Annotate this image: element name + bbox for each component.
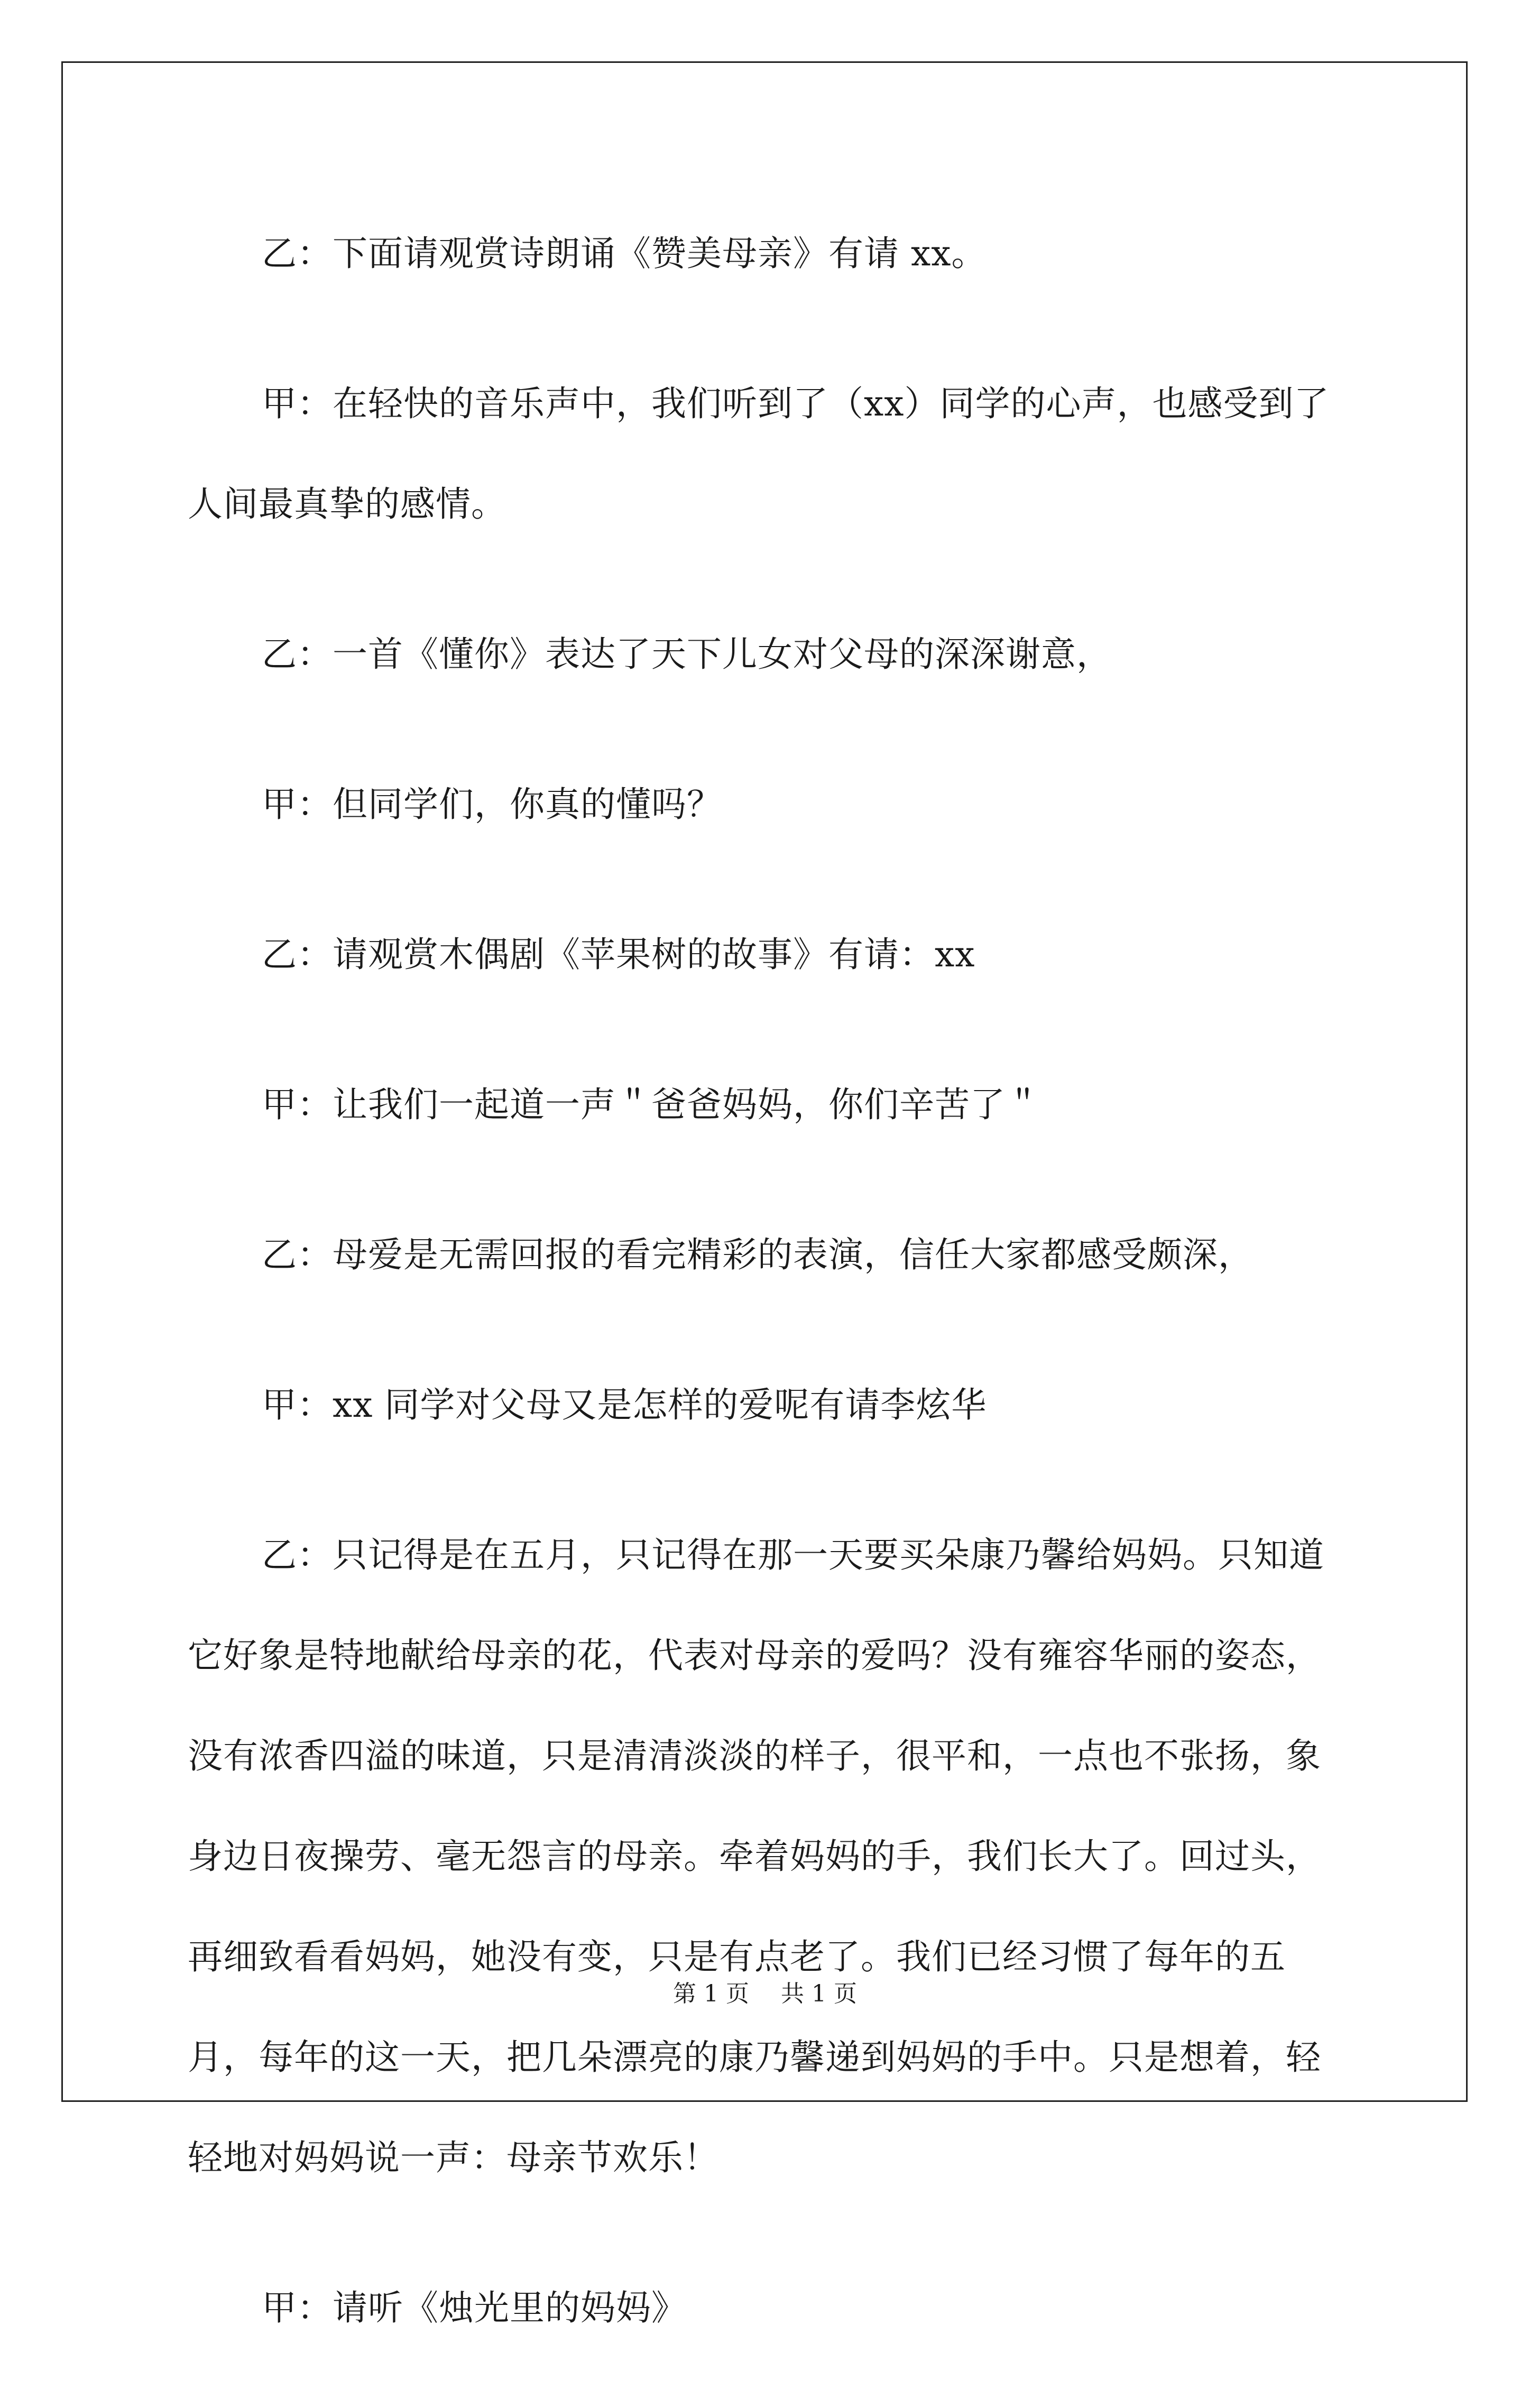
document-body xyxy=(188,204,1345,2408)
paragraph-2: 甲：在轻快的音乐声中，我们听到了（xx）同学的心声，也感受到了人间最真挚的感情。 xyxy=(188,383,1330,524)
page-footer xyxy=(0,1975,1530,2008)
paragraph-5: 乙：请观赏木偶剧《苹果树的故事》有请：xx xyxy=(262,934,975,975)
paragraph-7: 乙：母爱是无需回报的看完精彩的表演，信任大家都感受颇深， xyxy=(262,1234,1254,1275)
page-number: 第 1 页 xyxy=(673,1980,749,2007)
paragraph-4: 甲：但同学们，你真的懂吗？ xyxy=(262,784,722,825)
paragraph-6: 甲：让我们一起道一声＂爸爸妈妈，你们辛苦了＂ xyxy=(262,1084,1041,1125)
paragraph-9: 乙：只记得是在五月，只记得在那一天要买朵康乃馨给妈妈。只知道它好象是特地献给母亲的花，代表对母亲的爱吗？没有雍容华丽的姿态，没有浓香四溢的味道，只是清清淡淡的样子，很平和，一点也不张扬，象身边日夜操劳、毫无怨言的母亲。牵着妈妈的手，我们长大了。回过头，再细致看看妈妈，她没有变，只是有点老了。我们已经习惯了每年的五月，每年的这一天，把几朵漂亮的康乃馨递到妈妈的手中。只是想着，轻轻地对妈妈说一声：母亲节欢乐！ xyxy=(188,1535,1324,2178)
page-total: 共 1 页 xyxy=(781,1980,857,2007)
paragraph-3: 乙：一首《懂你》表达了天下儿女对父母的深深谢意， xyxy=(262,634,1112,675)
paragraph-1: 乙：下面请观赏诗朗诵《赞美母亲》有请 xx。 xyxy=(262,233,987,274)
paragraph-8: 甲：xx 同学对父母又是怎样的爱呢有请李炫华 xyxy=(262,1385,987,1425)
paragraph-10: 甲：请听《烛光里的妈妈》 xyxy=(262,2287,687,2328)
